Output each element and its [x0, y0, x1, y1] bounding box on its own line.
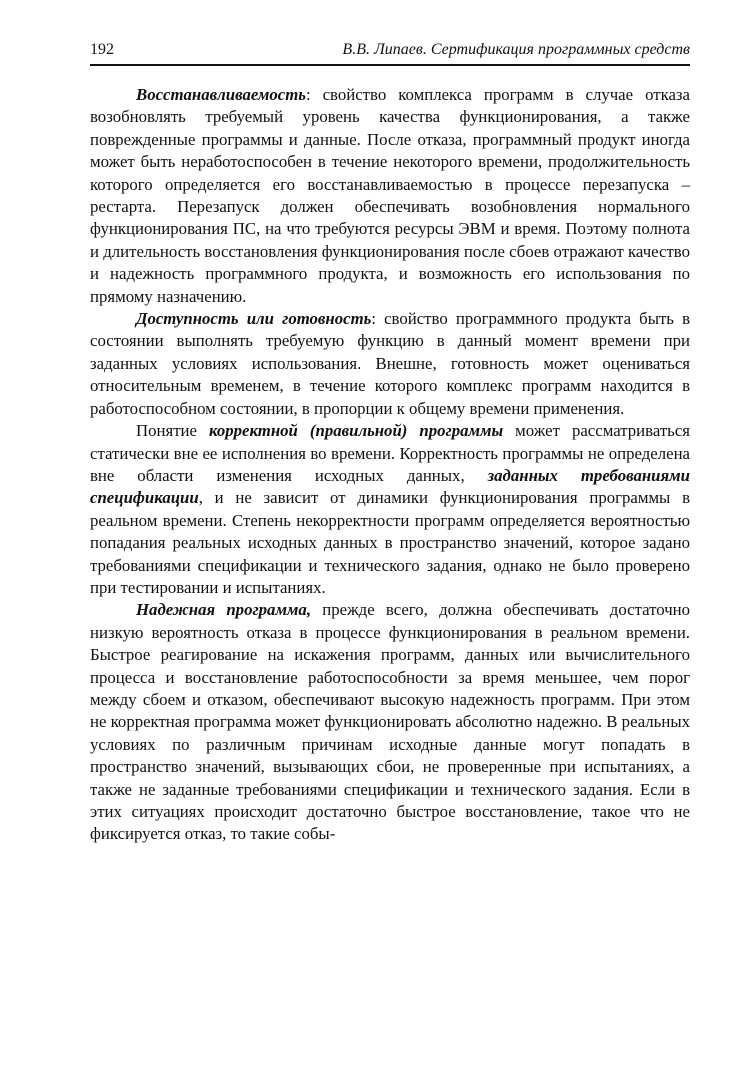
term-correct-program: корректной (правильной) программы	[209, 421, 504, 441]
term-availability: Доступность или готовность	[136, 309, 372, 329]
paragraph-availability	[90, 308, 690, 420]
page-header	[90, 40, 690, 66]
paragraph-text: : свойство комплекса программ в случае отказа возобновлять требуемый уровень качества функционирования, а также поврежденные программы и данные. После отказа, программный продукт иногда может быть неработоспособен в течение некоторого времени, продолжительность которого определяется его восстанавливаемостью в процессе перезапуска – рестарта. Перезапуск должен обеспечивать возобновления нормального функционирования ПС, на что требуются ресурсы ЭВМ и время. Поэтому полнота и длительность восстановления функционирования после сбоев отражают качество и надежность программного продукта, и возможность его использования по прямому назначению.	[90, 85, 690, 306]
paragraph-text: может рассматриваться статически вне ее исполнения во времени. Корректность программы не определена вне области изменения исходных данных,	[90, 421, 690, 485]
book-page	[90, 40, 690, 846]
page-body	[90, 84, 690, 846]
term-spec-requirements: заданных требованиями спецификации	[90, 465, 690, 508]
paragraph-recoverability	[90, 84, 690, 308]
running-title: В.В. Липаев. Сертификация программных средств	[342, 41, 690, 58]
paragraph-text: : свойство программного продукта быть в состоянии выполнять требуемую функцию в данный момент времени при заданных условиях использования. Внешне, готовность может оцениваться относительным временем, в течение которого комплекс программ находится в работоспособном состоянии, в пропорции к общему времени применения.	[90, 309, 691, 418]
paragraph-lead: Понятие	[136, 421, 210, 441]
term-reliable-program: Надежная программа,	[136, 600, 312, 620]
paragraph-text: прежде всего, должна обеспечивать достаточно низкую вероятность отказа в процессе функционирования в реальном времени. Быстрое реагирование на искажения программ, данных или вычислительного процесса и восстановление работоспособности за время меньшее, чем порог между сбоем и отказом, обеспечивают высокую надежность программ. При этом не корректная программа может функционировать абсолютно надежно. В реальных условиях по различным причинам исходные данные могут попадать в пространство значений, вызывающих сбои, не проверенные при испытаниях, а также не заданные требованиями спецификации и технического задания. Если в этих ситуациях происходит достаточно быстрое восстановление, такое что не фиксируется отказ, то такие собы-	[90, 600, 691, 844]
paragraph-correctness	[90, 420, 690, 599]
term-recoverability: Восстанавливаемость	[136, 85, 306, 104]
paragraph-reliable-program	[90, 599, 690, 845]
page-number: 192	[90, 41, 114, 58]
paragraph-text-continued: , и не зависит от динамики функционирования программы в реальном времени. Степень некорректности программ определяется вероятностью попадания реальных исходных данных в пространство значений, которое задано требованиями спецификации и технического задания, однако не было проверено при тестировании и испытаниях.	[90, 488, 690, 597]
